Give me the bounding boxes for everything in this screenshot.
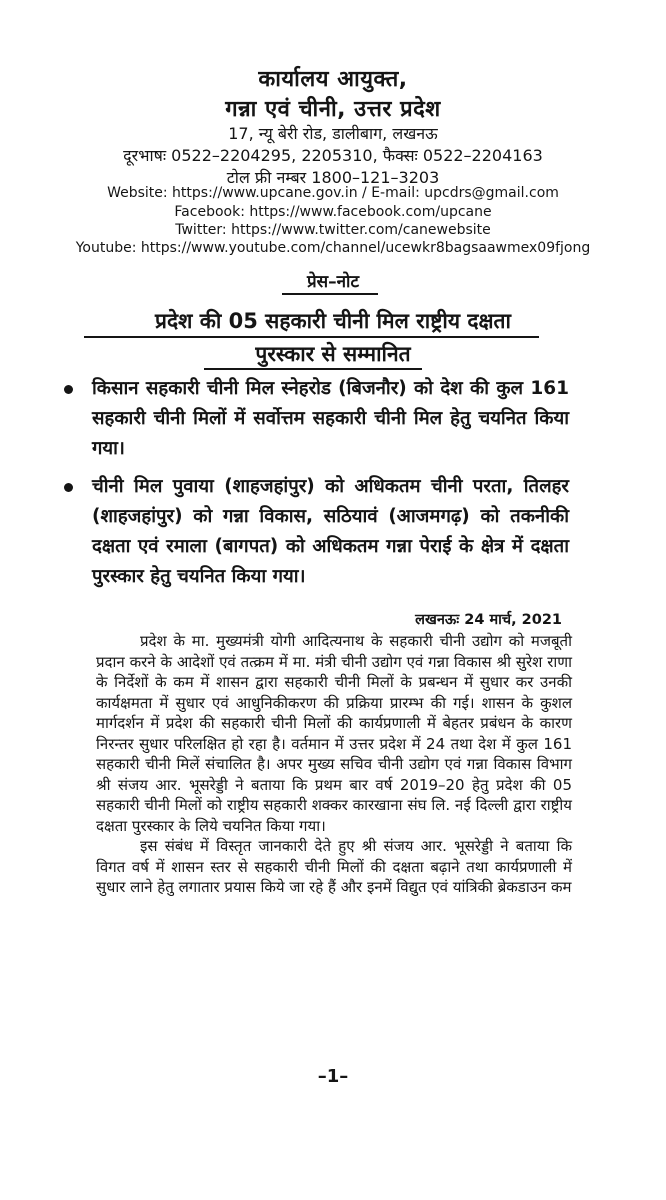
phone-fax-line: दूरभाषः 0522–2204295, 2205310, फैक्सः 0522–2204163 [123,146,543,165]
headline-line-2: पुरस्कार से सम्मानित [255,342,411,366]
bullet-icon [64,385,73,394]
highlight-text: चीनी मिल पुवाया (शाहजहांपुर) को अधिकतम चीनी परता, तिलहर (शाहजहांपुर) को गन्ना विकास, सठियावं (आजमगढ़) को तकनीकी दक्षता एवं रमाला (बागपत) को अधिकतम गन्ना पेराई के क्षेत्र में दक्षता पुरस्कार हेतु चयनित किया गया। [92,476,569,587]
twitter-line: Twitter: https://www.twitter.com/canewebsite [175,222,491,238]
page-number: –1– [317,1066,349,1087]
youtube-line: Youtube: https://www.youtube.com/channel/ucewkr8bagsaawmex09fjong [75,240,591,256]
body-paragraph: प्रदेश के मा. मुख्यमंत्री योगी आदित्यनाथ के सहकारी चीनी उद्योग को मजबूती प्रदान करने के आदेशों एवं तत्क्रम में मा. मंत्री चीनी उद्योग एवं गन्ना विकास श्री सुरेश राणा के निर्देशों के कम में शासन द्वारा सहकारी चीनी मिलों के प्रबन्धन में सुधार कर उनकी कार्यक्षमता में सुधार एवं आधुनिकीकरण की प्रक्रिया प्रारम्भ की गई। शासन के कुशल मार्गदर्शन में प्रदेश की सहकारी चीनी मिलों की कार्यप्रणाली में बेहतर प्रबंधन के कारण निरन्तर सुधार परिलक्षित हो रहा है। वर्तमान में उत्तर प्रदेश में 24 तथा देश में कुल 161 सहकारी चीनी मिलें संचालित है। अपर मुख्य सचिव चीनी उद्योग एवं गन्ना विकास विभाग श्री संजय आर. भूसरेड्डी ने बताया कि प्रथम बार वर्ष 2019–20 हेतु प्रदेश की 05 सहकारी चीनी मिलों को राष्ट्रीय सहकारी शक्कर कारखाना संघ लि. नई दिल्ली द्वारा राष्ट्रीय दक्षता पुरस्कार के लिये चयनित किया गया। [96,632,572,835]
department-title: गन्ना एवं चीनी, उत्तर प्रदेश [225,97,441,122]
bullet-icon [64,483,73,492]
dateline: लखनऊः 24 मार्च, 2021 [415,612,562,628]
headline-line-1: प्रदेश की 05 सहकारी चीनी मिल राष्ट्रीय दक्षता [155,309,511,333]
headline-underline-2 [204,368,422,370]
press-note-body [96,631,572,898]
office-address: 17, न्यू बेरी रोड, डालीबाग, लखनऊ [228,124,438,143]
toll-free-number: टोल फ्री नम्बर 1800–121–3203 [226,168,440,187]
highlight-text: किसान सहकारी चीनी मिल स्नेहरोड (बिजनौर) को देश की कुल 161 सहकारी चीनी मिलों में सर्वोत्तम सहकारी चीनी मिल हेतु चयनित किया गया। [92,378,569,459]
highlight-item [64,472,569,592]
highlights-list [64,374,569,592]
office-title: कार्यालय आयुक्त, [258,67,408,92]
highlight-item [64,374,569,464]
website-email-line: Website: https://www.upcane.gov.in / E-mail: upcdrs@gmail.com [107,185,559,201]
body-paragraph: इस संबंध में विस्तृत जानकारी देते हुए श्री संजय आर. भूसरेड्डी ने बताया कि विगत वर्ष में शासन स्तर से सहकारी चीनी मिलों की दक्षता बढ़ाने तथा कार्यप्रणाली में सुधार लाने हेतु लगातार प्रयास किये जा रहे हैं और इनमें विद्युत एवं यांत्रिकी ब्रेकडाउन कम [96,837,572,896]
facebook-line: Facebook: https://www.facebook.com/upcane [174,204,492,220]
press-note-underline [282,293,378,295]
press-note-heading: प्रेस–नोट [306,272,360,292]
headline-underline-1 [84,336,539,338]
